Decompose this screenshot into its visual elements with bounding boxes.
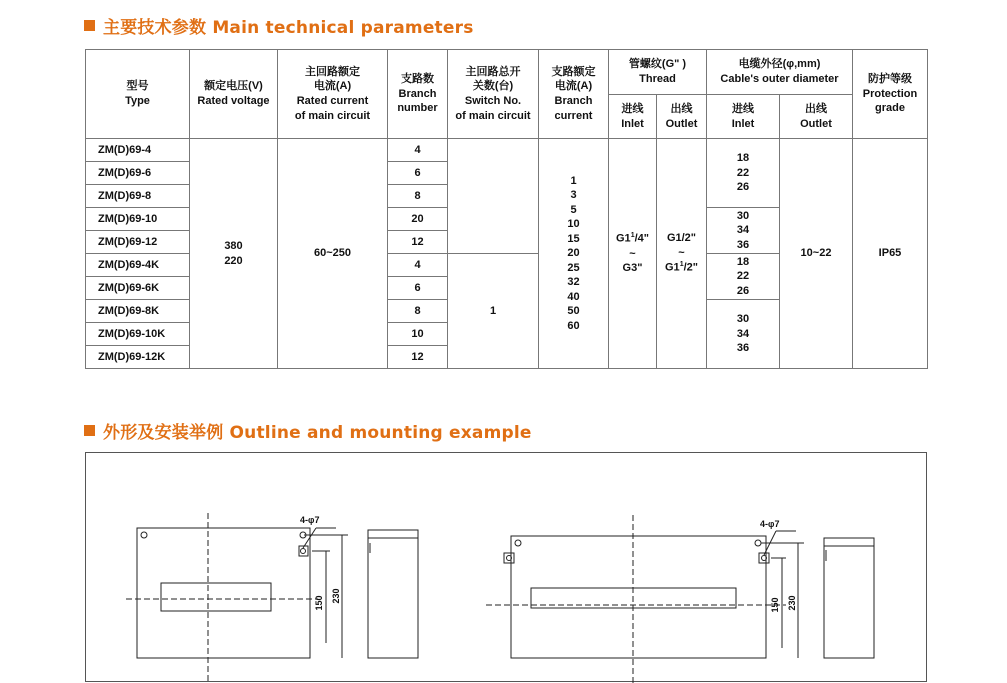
branch-number-cell: 12	[388, 231, 448, 254]
outline-drawing	[86, 453, 928, 683]
type-cell: ZM(D)69-10K	[86, 323, 190, 346]
header-rated-voltage: 额定电压(V) Rated voltage	[190, 50, 278, 139]
mounting-hole-icon	[301, 549, 306, 554]
cable-inlet-group: 30 34 36	[707, 208, 780, 254]
section-heading-technical-parameters	[84, 13, 474, 38]
type-cell: ZM(D)69-4	[86, 139, 190, 162]
dim-230: 230	[331, 588, 341, 604]
cable-inlet-group: 30 34 36	[707, 300, 780, 369]
branch-current-cell: 1 3 5 10 15 20 25 32 40 50 60	[539, 139, 609, 369]
enclosure-side-left	[368, 530, 418, 658]
thread-inlet-cell: $G1^1/4$" ~ G3"	[609, 139, 657, 369]
section-heading-outline-mounting	[84, 418, 532, 443]
rated-voltage-cell: 380 220	[190, 139, 278, 369]
header-cable-inlet: 进线 Inlet	[707, 95, 780, 139]
type-cell: ZM(D)69-8	[86, 185, 190, 208]
header-protection-grade: 防护等级 Protection grade	[853, 50, 928, 139]
branch-number-cell: 4	[388, 254, 448, 277]
branch-number-cell: 10	[388, 323, 448, 346]
type-cell: ZM(D)69-10	[86, 208, 190, 231]
mounting-hole-icon	[141, 532, 147, 538]
bullet-square-icon	[84, 20, 95, 31]
enclosure-front-left	[137, 528, 310, 658]
cable-outlet-cell: 10~22	[780, 139, 853, 369]
enclosure-front-right	[511, 536, 766, 658]
switch-no-cell: 1	[448, 254, 539, 369]
hole-label: 4-φ7	[300, 515, 320, 525]
mounting-ear	[504, 553, 514, 563]
main-current-cell: 60~250	[278, 139, 388, 369]
branch-number-cell: 20	[388, 208, 448, 231]
type-cell: ZM(D)69-12K	[86, 346, 190, 369]
hole-label: 4-φ7	[760, 519, 780, 529]
cable-inlet-group: 18 22 26	[707, 139, 780, 208]
header-cable-diameter: 电缆外径(φ,mm) Cable's outer diameter	[707, 50, 853, 95]
enclosure-side-right	[824, 538, 874, 658]
branch-number-cell: 6	[388, 162, 448, 185]
mounting-hole-icon	[515, 540, 521, 546]
branch-number-cell: 12	[388, 346, 448, 369]
dim-230: 230	[787, 595, 797, 611]
header-cable-outlet: 出线 Outlet	[780, 95, 853, 139]
window-left	[161, 583, 271, 611]
branch-number-cell: 8	[388, 300, 448, 323]
header-thread: 管螺纹(G" ) Thread	[609, 50, 707, 95]
bullet-square-icon	[84, 425, 95, 436]
header-branch-current: 支路额定 电流(A) Branch current	[539, 50, 609, 139]
section-title: 外形及安装举例 Outline and mounting example	[103, 423, 532, 443]
branch-number-cell: 8	[388, 185, 448, 208]
header-main-current: 主回路额定 电流(A) Rated current of main circuit	[278, 50, 388, 139]
type-cell: ZM(D)69-8K	[86, 300, 190, 323]
type-cell: ZM(D)69-12	[86, 231, 190, 254]
section-title: 主要技术参数 Main technical parameters	[103, 18, 474, 38]
dim-150: 150	[770, 597, 780, 613]
header-thread-inlet: 进线 Inlet	[609, 95, 657, 139]
thread-outlet-cell: G1/2" ~ $G1^1/2$"	[657, 139, 707, 369]
branch-number-cell: 4	[388, 139, 448, 162]
header-thread-outlet: 出线 Outlet	[657, 95, 707, 139]
type-cell: ZM(D)69-6	[86, 162, 190, 185]
outline-drawing-frame	[85, 452, 927, 682]
header-switch-no: 主回路总开 关数(台) Switch No. of main circuit	[448, 50, 539, 139]
cable-inlet-group: 18 22 26	[707, 254, 780, 300]
technical-parameters-table	[85, 49, 928, 369]
dim-150: 150	[314, 595, 324, 611]
protection-grade-cell: IP65	[853, 139, 928, 369]
header-type: 型号 Type	[86, 50, 190, 139]
table-row	[86, 139, 928, 162]
header-branch-number: 支路数 Branch number	[388, 50, 448, 139]
switch-no-cell-empty	[448, 139, 539, 254]
mounting-hole-icon	[755, 540, 761, 546]
type-cell: ZM(D)69-6K	[86, 277, 190, 300]
type-cell: ZM(D)69-4K	[86, 254, 190, 277]
branch-number-cell: 6	[388, 277, 448, 300]
